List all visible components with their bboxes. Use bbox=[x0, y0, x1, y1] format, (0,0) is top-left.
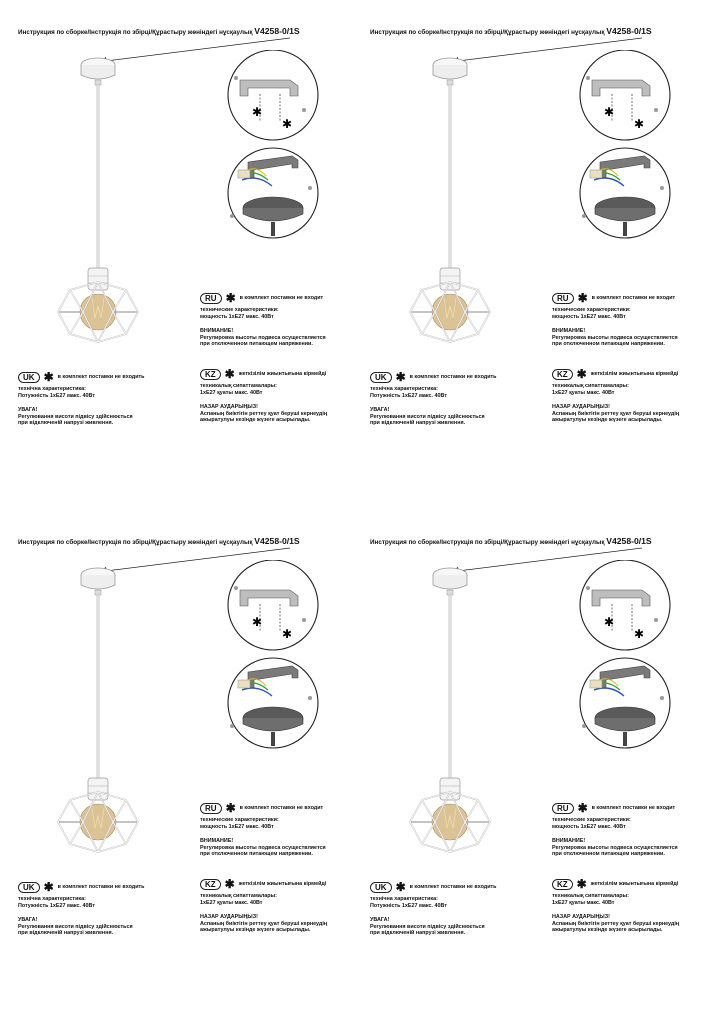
star-icon: ✱ bbox=[224, 877, 235, 891]
warning-line: Аспаның биіктігін реттеу қуат беруші кернеудің bbox=[552, 920, 680, 927]
uk-section bbox=[18, 882, 188, 937]
instruction-title: Инструкция по сборке/Інструкція по збірці/Құрастыру жөніндегі нұсқаулық V4258-0/1S bbox=[370, 26, 652, 36]
spec-heading: технічна характеристика: bbox=[370, 386, 438, 392]
pendant-lamp-illustration bbox=[38, 560, 168, 860]
warning-heading: ВНИМАНИЕ! bbox=[200, 328, 234, 335]
star-note: в комплект поставки не входить bbox=[57, 374, 145, 381]
warning-line: Аспаның биіктігін реттеу қуат беруші кернеудің bbox=[552, 410, 680, 417]
warning-line: Регулювання висоти підвісу здійснюється bbox=[370, 413, 485, 420]
ru-section bbox=[200, 803, 350, 858]
kz-section bbox=[552, 369, 702, 424]
mounting-detail-illustration bbox=[210, 50, 340, 240]
spec-heading: технические характеристики: bbox=[552, 307, 631, 313]
ru-section bbox=[200, 293, 350, 348]
uk-section bbox=[370, 882, 540, 937]
star-icon: ✱ bbox=[576, 877, 587, 891]
warning-line: при отключенном питающем напряжении. bbox=[552, 341, 665, 348]
spec-heading: технічна характеристика: bbox=[18, 386, 86, 392]
instruction-panel-1 bbox=[0, 0, 353, 500]
uk-badge: UK bbox=[370, 372, 392, 383]
warning-heading: УВАГА! bbox=[18, 407, 38, 414]
spec-value: мощность 1хЕ27 макс. 40Вт bbox=[200, 823, 274, 830]
uk-badge: UK bbox=[370, 882, 392, 893]
mounting-detail-illustration bbox=[562, 50, 692, 240]
warning-line: Регулювання висоти підвісу здійснюється bbox=[18, 923, 133, 930]
warning-line: Регулировка высоты подвеса осуществляется bbox=[552, 334, 678, 341]
spec-value: мощность 1хЕ27 макс. 40Вт bbox=[552, 823, 626, 830]
ru-badge: RU bbox=[200, 293, 222, 304]
warning-line: Регулировка высоты подвеса осуществляется bbox=[552, 844, 678, 851]
star-note: в комплект поставки не входит bbox=[591, 805, 676, 812]
star-note: жеткізілім жиынтығына кірмейді bbox=[590, 881, 679, 888]
uk-section bbox=[370, 372, 540, 427]
ru-badge: RU bbox=[200, 803, 222, 814]
warning-line: ажыратулуы кезінде жүзеге асырылады. bbox=[200, 927, 311, 934]
warning-line: при відключеній напрузі живлення. bbox=[370, 420, 466, 427]
warning-heading: УВАГА! bbox=[18, 917, 38, 924]
star-note: в комплект поставки не входит bbox=[239, 295, 324, 302]
instruction-panel-4 bbox=[352, 510, 705, 1010]
warning-heading: ВНИМАНИЕ! bbox=[200, 838, 234, 845]
star-icon: ✱ bbox=[577, 801, 588, 815]
kz-section bbox=[200, 369, 350, 424]
mounting-detail-illustration bbox=[562, 560, 692, 750]
warning-heading: НАЗАР АУДАРЫҢЫЗ! bbox=[200, 914, 258, 921]
star-icon: ✱ bbox=[225, 291, 236, 305]
spec-value: 1хЕ27 қуаты макс. 40Вт bbox=[200, 899, 263, 906]
ru-badge: RU bbox=[552, 293, 574, 304]
instruction-title: Инструкция по сборке/Інструкція по збірці/Құрастыру жөніндегі нұсқаулық V4258-0/1S bbox=[18, 536, 300, 546]
spec-value: мощность 1хЕ27 макс. 40Вт bbox=[200, 313, 274, 320]
warning-line: при отключенном питающем напряжении. bbox=[200, 851, 313, 858]
spec-heading: технічна характеристика: bbox=[18, 896, 86, 902]
uk-badge: UK bbox=[18, 882, 40, 893]
star-icon: ✱ bbox=[395, 370, 406, 384]
spec-value: Потужність 1хЕ27 макс. 40Вт bbox=[18, 392, 95, 399]
warning-heading: НАЗАР АУДАРЫҢЫЗ! bbox=[200, 404, 258, 411]
star-note: в комплект поставки не входить bbox=[57, 884, 145, 891]
warning-heading: ВНИМАНИЕ! bbox=[552, 328, 586, 335]
kz-section bbox=[200, 879, 350, 934]
warning-line: ажыратулуы кезінде жүзеге асырылады. bbox=[200, 417, 311, 424]
star-icon: ✱ bbox=[395, 880, 406, 894]
kz-badge: KZ bbox=[200, 879, 221, 890]
warning-line: Регулировка высоты подвеса осуществляется bbox=[200, 334, 326, 341]
spec-heading: техникалық сипаттамалары: bbox=[552, 383, 629, 389]
warning-line: ажыратулуы кезінде жүзеге асырылады. bbox=[552, 927, 663, 934]
spec-value: 1хЕ27 қуаты макс. 40Вт bbox=[200, 389, 263, 396]
star-note: жеткізілім жиынтығына кірмейді bbox=[590, 371, 679, 378]
uk-section bbox=[18, 372, 188, 427]
spec-value: мощность 1хЕ27 макс. 40Вт bbox=[552, 313, 626, 320]
spec-heading: техникалық сипаттамалары: bbox=[552, 893, 629, 899]
kz-badge: KZ bbox=[552, 879, 573, 890]
spec-heading: технічна характеристика: bbox=[370, 896, 438, 902]
warning-line: Аспаның биіктігін реттеу қуат беруші кернеудің bbox=[200, 410, 328, 417]
warning-heading: НАЗАР АУДАРЫҢЫЗ! bbox=[552, 404, 610, 411]
star-note: жеткізілім жиынтығына кірмейді bbox=[238, 371, 327, 378]
spec-heading: технические характеристики: bbox=[552, 817, 631, 823]
instruction-panel-2 bbox=[352, 0, 705, 500]
spec-value: Потужність 1хЕ27 макс. 40Вт bbox=[370, 902, 447, 909]
star-note: в комплект поставки не входит bbox=[591, 295, 676, 302]
warning-line: Регулировка высоты подвеса осуществляется bbox=[200, 844, 326, 851]
warning-heading: НАЗАР АУДАРЫҢЫЗ! bbox=[552, 914, 610, 921]
pendant-lamp-illustration bbox=[390, 560, 520, 860]
ru-badge: RU bbox=[552, 803, 574, 814]
warning-line: ажыратулуы кезінде жүзеге асырылады. bbox=[552, 417, 663, 424]
star-icon: ✱ bbox=[43, 880, 54, 894]
warning-line: Аспаның биіктігін реттеу қуат беруші кернеудің bbox=[200, 920, 328, 927]
spec-heading: технические характеристики: bbox=[200, 817, 279, 823]
star-icon: ✱ bbox=[577, 291, 588, 305]
star-note: жеткізілім жиынтығына кірмейді bbox=[238, 881, 327, 888]
star-icon: ✱ bbox=[225, 801, 236, 815]
star-icon: ✱ bbox=[224, 367, 235, 381]
spec-heading: технические характеристики: bbox=[200, 307, 279, 313]
warning-line: при відключеній напрузі живлення. bbox=[18, 420, 114, 427]
warning-line: Регулювання висоти підвісу здійснюється bbox=[18, 413, 133, 420]
instruction-title: Инструкция по сборке/Інструкція по збірці/Құрастыру жөніндегі нұсқаулық V4258-0/1S bbox=[370, 536, 652, 546]
warning-heading: УВАГА! bbox=[370, 917, 390, 924]
pendant-lamp-illustration bbox=[38, 50, 168, 350]
spec-value: 1хЕ27 қуаты макс. 40Вт bbox=[552, 389, 615, 396]
warning-line: при отключенном питающем напряжении. bbox=[552, 851, 665, 858]
spec-heading: техникалық сипаттамалары: bbox=[200, 383, 277, 389]
kz-badge: KZ bbox=[552, 369, 573, 380]
spec-heading: техникалық сипаттамалары: bbox=[200, 893, 277, 899]
star-note: в комплект поставки не входить bbox=[409, 374, 497, 381]
star-note: в комплект поставки не входит bbox=[239, 805, 324, 812]
warning-line: при відключеній напрузі живлення. bbox=[18, 930, 114, 937]
warning-heading: УВАГА! bbox=[370, 407, 390, 414]
mounting-detail-illustration bbox=[210, 560, 340, 750]
pendant-lamp-illustration bbox=[390, 50, 520, 350]
kz-badge: KZ bbox=[200, 369, 221, 380]
spec-value: 1хЕ27 қуаты макс. 40Вт bbox=[552, 899, 615, 906]
spec-value: Потужність 1хЕ27 макс. 40Вт bbox=[18, 902, 95, 909]
warning-line: при отключенном питающем напряжении. bbox=[200, 341, 313, 348]
kz-section bbox=[552, 879, 702, 934]
spec-value: Потужність 1хЕ27 макс. 40Вт bbox=[370, 392, 447, 399]
instruction-title: Инструкция по сборке/Інструкція по збірці/Құрастыру жөніндегі нұсқаулық V4258-0/1S bbox=[18, 26, 300, 36]
ru-section bbox=[552, 803, 702, 858]
ru-section bbox=[552, 293, 702, 348]
uk-badge: UK bbox=[18, 372, 40, 383]
instruction-panel-3 bbox=[0, 510, 353, 1010]
warning-line: Регулювання висоти підвісу здійснюється bbox=[370, 923, 485, 930]
warning-heading: ВНИМАНИЕ! bbox=[552, 838, 586, 845]
warning-line: при відключеній напрузі живлення. bbox=[370, 930, 466, 937]
star-note: в комплект поставки не входить bbox=[409, 884, 497, 891]
star-icon: ✱ bbox=[43, 370, 54, 384]
star-icon: ✱ bbox=[576, 367, 587, 381]
